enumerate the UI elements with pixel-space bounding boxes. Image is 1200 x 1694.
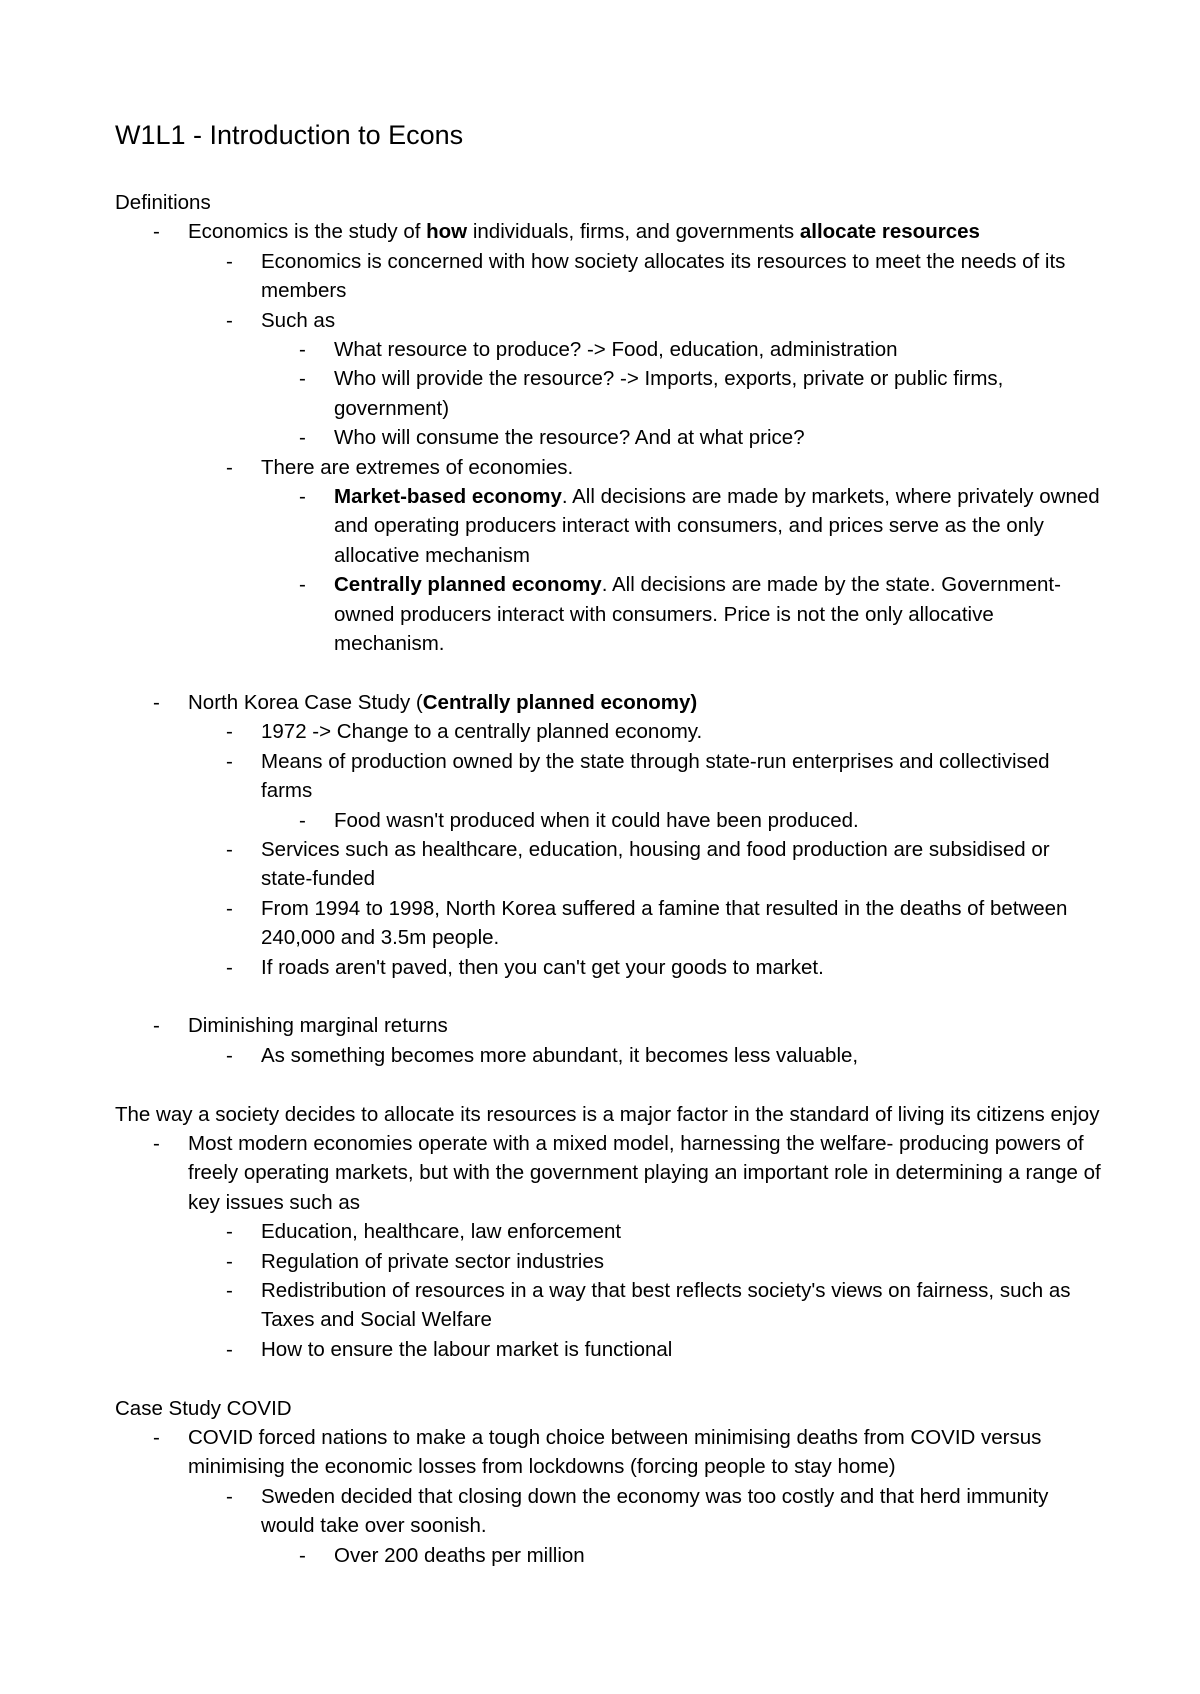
- covid-heading: Case Study COVID: [115, 1396, 292, 1420]
- list-item: - 1972 -> Change to a centrally planned economy.: [188, 717, 1105, 746]
- list-item: - Sweden decided that closing down the economy was too costly and that herd immunity would take over soonish. - Over 200 deaths per million: [188, 1482, 1105, 1570]
- list-item: - COVID forced nations to make a tough choice between minimising deaths from COVID versus minimising the economic losses from lockdowns (forcing people to stay home) - Sweden decided that closing down the economy was too costly and that herd immunity would take over soonish. - Over 200 deaths per million: [115, 1423, 1105, 1570]
- econ-sublist: [188, 247, 1105, 659]
- list-item: - If roads aren't paved, then you can't get your goods to market.: [188, 953, 1105, 982]
- definitions-heading: Definitions: [115, 191, 211, 214]
- list-item: - Market-based economy. All decisions are made by markets, where privately owned and operating producers interact with consumers, and prices serve as the only allocative mechanism: [261, 482, 1105, 570]
- list-item: - Centrally planned economy. All decisions are made by the state. Government-owned producers interact with consumers. Price is not the only allocative mechanism.: [261, 570, 1105, 658]
- list-item: - Most modern economies operate with a mixed model, harnessing the welfare- producing powers of freely operating markets, but with the government playing an important role in determining a range of key issues such as - Education, healthcare, law enforcement - Regulation of private sector industries - Redistribution of resources in a way that best reflects society's views on fairness, such as Taxes and Social Welfare - How to ensure the labour market is functional: [115, 1129, 1105, 1364]
- list-item: - Over 200 deaths per million: [261, 1541, 1105, 1570]
- list-item: - As something becomes more abundant, it becomes less valuable,: [188, 1041, 1105, 1070]
- page-title: W1L1 - Introduction to Econs: [115, 120, 464, 150]
- spacer: [115, 1364, 1105, 1393]
- list-item: - Who will consume the resource? And at what price?: [261, 423, 1105, 452]
- list-item: - Education, healthcare, law enforcement: [188, 1217, 1105, 1246]
- covid-list: [115, 1423, 1105, 1570]
- list-item: - There are extremes of economies. - Market-based economy. All decisions are made by markets, where privately owned and operating producers interact with consumers, and prices serve as the only allocative mechanism - Centrally planned economy. All decisions are made by the state. Government-owned producers interact with consumers. Price is not the only allocative mechanism.: [188, 453, 1105, 659]
- north-korea-list: [115, 688, 1105, 982]
- north-korea-sublist: [188, 717, 1105, 982]
- definitions-list: [115, 217, 1105, 658]
- list-item: - Food wasn't produced when it could have been produced.: [261, 806, 1105, 835]
- list-item: - Such as - What resource to produce? -> Food, education, administration - Who will provide the resource? -> Imports, exports, private or public firms, government) - Who will consume the resource? And at what price?: [188, 306, 1105, 453]
- list-item: - Services such as healthcare, education, housing and food production are subsidised or state-funded: [188, 835, 1105, 894]
- document-page: [115, 118, 1105, 1570]
- questions-list: [261, 335, 1105, 453]
- list-item: - Who will provide the resource? -> Imports, exports, private or public firms, government): [261, 364, 1105, 423]
- list-item: - What resource to produce? -> Food, education, administration: [261, 335, 1105, 364]
- key-issues-list: [188, 1217, 1105, 1364]
- spacer: [115, 1070, 1105, 1099]
- list-item: - Diminishing marginal returns - As something becomes more abundant, it becomes less valuable,: [115, 1011, 1105, 1070]
- mixed-model-list: [115, 1129, 1105, 1364]
- list-item: - Economics is concerned with how society allocates its resources to meet the needs of its members: [188, 247, 1105, 306]
- extremes-list: [261, 482, 1105, 658]
- list-item: - Economics is the study of how individuals, firms, and governments allocate resources - Economics is concerned with how society allocates its resources to meet the needs of its members - Such as - What resource to produce? -> Food, education, administration - Who will provide the resource? -> Imports, exports, private or public firms, government) - Who will consume the resource? And at what price? - There are extremes of economies. - Market-based economy. All decisions are made by markets, where privately owned and operating producers interact with consumers, and prices serve as the only allocative mechanism - Centrally planned economy. All decisions are made by the state. Government-owned producers interact with consumers. Price is not the only allocative mechanism.: [115, 217, 1105, 658]
- list-item: - North Korea Case Study (Centrally planned economy) - 1972 -> Change to a centrally planned economy. - Means of production owned by the state through state-run enterprises and collectivised farms - Food wasn't produced when it could have been produced. - Services such as healthcare, education, housing and food production are subsidised or state-funded - From 1994 to 1998, North Korea suffered a famine that resulted in the deaths of between 240,000 and 3.5m people. - If roads aren't paved, then you can't get your goods to market.: [115, 688, 1105, 982]
- list-item: - How to ensure the labour market is functional: [188, 1335, 1105, 1364]
- list-item: - Means of production owned by the state through state-run enterprises and collectivised farms - Food wasn't produced when it could have been produced.: [188, 747, 1105, 835]
- list-item: - Redistribution of resources in a way that best reflects society's views on fairness, such as Taxes and Social Welfare: [188, 1276, 1105, 1335]
- spacer: [115, 659, 1105, 688]
- list-item: - Regulation of private sector industries: [188, 1247, 1105, 1276]
- spacer: [115, 982, 1105, 1011]
- dmr-list: [115, 1011, 1105, 1070]
- list-item: - From 1994 to 1998, North Korea suffered a famine that resulted in the deaths of between 240,000 and 3.5m people.: [188, 894, 1105, 953]
- standard-paragraph: The way a society decides to allocate its resources is a major factor in the standard of living its citizens enjoy: [115, 1102, 1100, 1126]
